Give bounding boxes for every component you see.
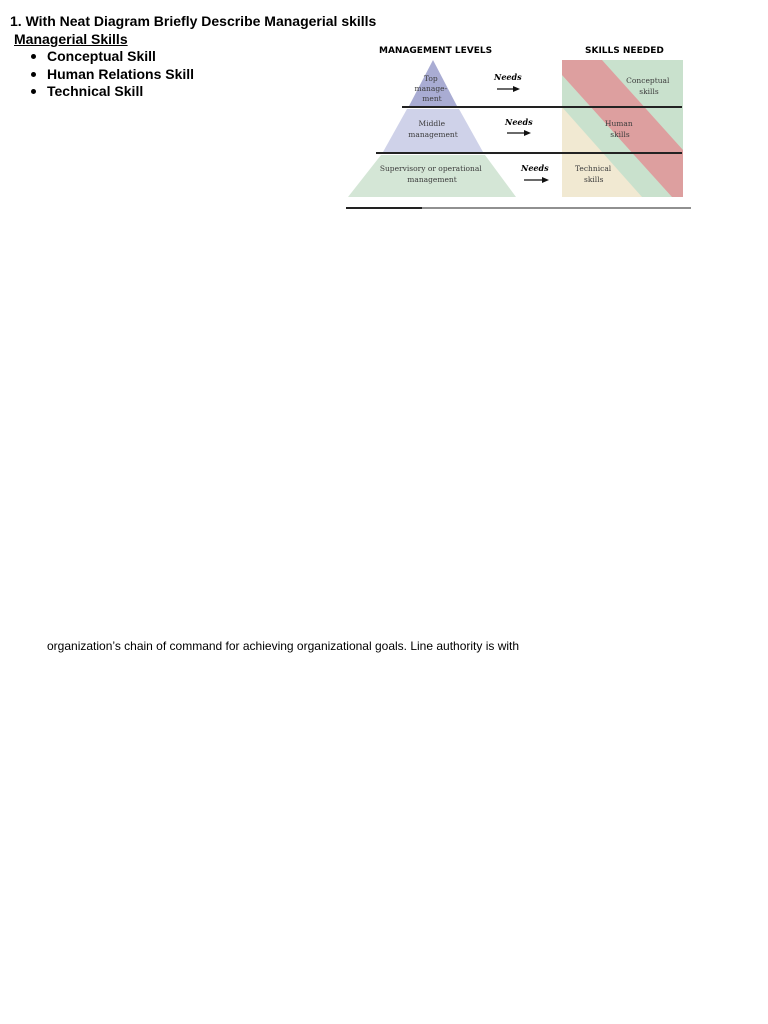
skill-item-human-relations: [30, 66, 194, 84]
bullet-icon: [31, 89, 36, 94]
bottom-level-line: Supervisory or operational: [379, 164, 482, 173]
human-skills-line: skills: [610, 130, 630, 139]
bullet-icon: [31, 72, 36, 77]
question-heading: 1. With Neat Diagram Briefly Describe Managerial skills: [10, 13, 377, 29]
arrow-right-icon: [524, 177, 549, 183]
arrow-right-icon: [507, 130, 531, 136]
human-skills-line: Human: [604, 119, 633, 128]
top-level-line: ment: [422, 94, 442, 103]
middle-level-line: Middle: [418, 119, 446, 128]
management-levels-header: MANAGEMENT LEVELS: [379, 46, 493, 56]
skills-list: [30, 48, 194, 101]
skill-label: Technical Skill: [47, 83, 144, 99]
technical-skills-line: skills: [584, 175, 604, 184]
diagram-svg: [344, 35, 692, 213]
top-level-line: manage-: [414, 84, 448, 93]
needs-label-top: Needs: [494, 72, 522, 82]
skills-needed-header: SKILLS NEEDED: [585, 46, 664, 56]
skill-item-conceptual: [30, 48, 194, 66]
skill-label: Human Relations Skill: [47, 65, 195, 82]
bullet-icon: [31, 54, 36, 59]
management-skills-diagram: [344, 35, 692, 213]
middle-level-line: management: [408, 130, 458, 139]
section-subheading: Managerial Skills: [14, 31, 128, 47]
needs-label-bottom: Needs: [521, 163, 549, 173]
conceptual-skills-line: skills: [639, 87, 659, 96]
top-level-line: Top: [423, 74, 438, 83]
body-paragraph-line: organization’s chain of command for achieving organizational goals. Line authority is with: [47, 639, 520, 653]
skill-label: Conceptual Skill: [47, 48, 156, 64]
needs-label-middle: Needs: [505, 117, 533, 127]
skill-item-technical: [30, 83, 194, 101]
technical-skills-line: Technical: [575, 164, 612, 173]
conceptual-skills-line: Conceptual: [626, 76, 670, 85]
arrow-right-icon: [497, 86, 520, 92]
bottom-level-line: management: [407, 175, 457, 184]
